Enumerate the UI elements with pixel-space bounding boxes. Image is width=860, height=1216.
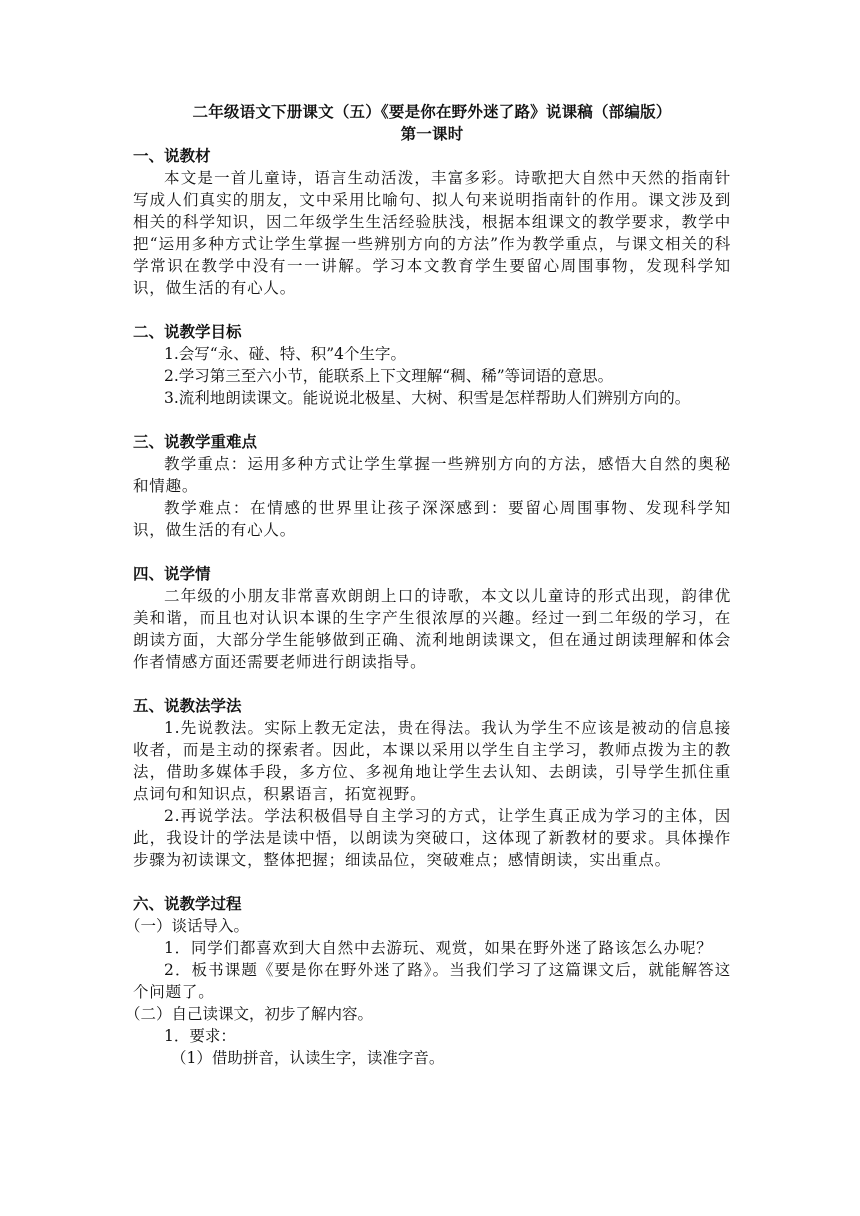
section-paragraph: 本文是一首儿童诗，语言生动活泼，丰富多彩。诗歌把大自然中天然的指南针写成人们真实的朋友，文中采用比喻句、拟人句来说明指南针的作用。课文涉及到相关的科学知识，因二年级学生生活经验肤浅，根据本组课文的教学要求，教学中把“运用多种方式让学生掌握一些辨别方向的方法”作为教学重点，与课文相关的科学常识在教学中没有一一讲解。学习本文教育学生要留心周围事物，发现科学知识，做生活的有心人。 — [133, 169, 731, 297]
section-paragraph: 教学难点：在情感的世界里让孩子深深感到：要留心周围事物、发现科学知识，做生活的有心人。 — [133, 499, 731, 539]
section-paragraph: 1．同学们都喜欢到大自然中去游玩、观赏，如果在野外迷了路该怎么办呢？ — [164, 939, 713, 957]
spacer — [133, 541, 731, 563]
section-heading-textbook: 一、说教材 — [133, 146, 211, 165]
process-step: （一）谈话导入。 — [125, 917, 250, 935]
section-heading-goals: 二、说教学目标 — [133, 322, 242, 341]
section-heading-methods: 五、说教法学法 — [133, 696, 242, 715]
goal-item: 2.学习第三至六小节，能联系上下文理解“稠、稀”等词语的意思。 — [164, 367, 614, 385]
section-heading-process: 六、说教学过程 — [133, 894, 242, 913]
process-item: （1）借助拼音，认读生字，读准字音。 — [171, 1049, 445, 1067]
section-paragraph: 2.再说学法。学法积极倡导自主学习的方式，让学生真正成为学习的主体，因此，我设计的学法是读中悟，以朗读为突破口，这体现了新教材的要求。具体操作步骤为初读课文，整体把握；细读品位，突破难点；感情朗读，实出重点。 — [133, 807, 731, 869]
section-paragraph: 二年级的小朋友非常喜欢朗朗上口的诗歌，本文以儿童诗的形式出现，韵律优美和谐，而且也对认识本课的生字产生很浓厚的兴趣。经过一到二年级的学习，在朗读方面，大部分学生能够做到正确、流利地朗读课文，但在通过朗读理解和体会作者情感方面还需要老师进行朗读指导。 — [133, 587, 731, 671]
process-step: （二）自己读课文，初步了解内容。 — [125, 1005, 374, 1023]
spacer — [133, 673, 731, 695]
goal-item: 3.流利地朗读课文。能说说北极星、大树、积雪是怎样帮助人们辨别方向的。 — [164, 389, 691, 407]
spacer — [133, 871, 731, 893]
section-heading-students: 四、说学情 — [133, 564, 211, 583]
process-item: 1．要求： — [164, 1027, 236, 1045]
spacer — [133, 299, 731, 321]
document-subtitle: 第一课时 — [400, 124, 464, 143]
section-paragraph: 1.先说教法。实际上教无定法，贵在得法。我认为学生不应该是被动的信息接收者，而是主动的探索者。因此，本课以采用以学生自主学习，教师点拨为主的教法，借助多媒体手段，多方位、多视角地让学生去认知、去朗读，引导学生抓住重点词句和知识点，积累语言，拓宽视野。 — [133, 719, 731, 803]
goal-item: 1.会写“永、碰、特、积”4个生字。 — [164, 345, 406, 363]
document-page — [125, 101, 731, 1069]
section-paragraph: 教学重点：运用多种方式让学生掌握一些辨别方向的方法，感悟大自然的奥秘和情趣。 — [133, 455, 731, 495]
section-heading-key-points: 三、说教学重难点 — [133, 432, 258, 451]
section-paragraph: 2．板书课题《要是你在野外迷了路》。当我们学习了这篇课文后，就能解答这个问题了。 — [133, 961, 731, 1001]
spacer — [133, 409, 731, 431]
document-title: 二年级语文下册课文（五）《要是你在野外迷了路》说课稿（部编版） — [192, 102, 672, 121]
